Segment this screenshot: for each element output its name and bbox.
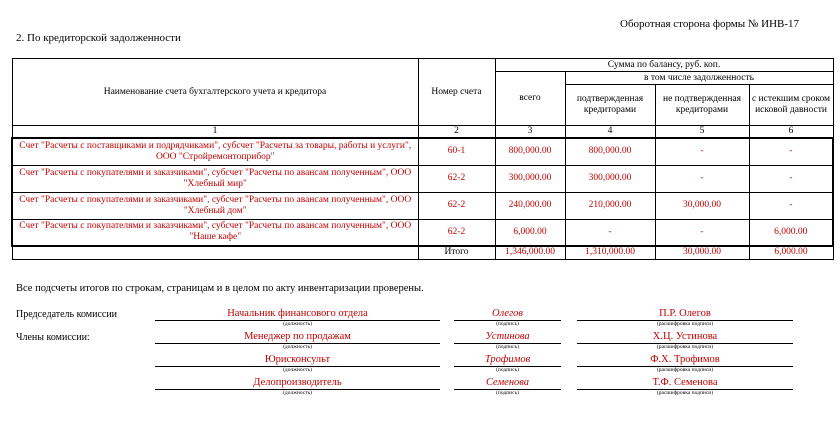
confirmed-amount: 210,000.00 (565, 192, 655, 219)
name-value: Т.Ф. Семенова (577, 377, 793, 390)
signature-caption: (подпись) (496, 344, 519, 350)
table-row (12, 138, 833, 165)
totals-confirmed: 1,310,000.00 (565, 246, 655, 259)
members-label: Члены комиссии: (16, 332, 90, 343)
signature-value: Олегов (454, 308, 561, 321)
total-amount: 300,000.00 (495, 165, 565, 192)
position-value: Менеджер по продажам (155, 331, 440, 344)
header-balance-sum: Сумма по балансу, руб. коп. (495, 59, 833, 72)
signature-field (454, 331, 561, 351)
creditor-name: Счет "Расчеты с покупателями и заказчиками", субсчет "Расчеты по авансам полученным", ООО "Хлебный дом" (12, 192, 418, 219)
expired-amount: - (749, 192, 833, 219)
signature-value: Семенова (454, 377, 561, 390)
name-value: Х.Ц. Устинова (577, 331, 793, 344)
total-amount: 6,000.00 (495, 219, 565, 246)
position-value: Начальник финансового отдела (155, 308, 440, 321)
position-field (155, 354, 440, 374)
unconfirmed-amount: - (655, 219, 749, 246)
header-confirmed: подтвержденная кредиторами (565, 85, 655, 126)
total-amount: 800,000.00 (495, 138, 565, 165)
position-caption: (должность) (283, 321, 312, 327)
creditor-name: Счет "Расчеты с покупателями и заказчиками", субсчет "Расчеты по авансам полученным", ООО "Наше кафе" (12, 219, 418, 246)
position-value: Юрисконсульт (155, 354, 440, 367)
creditor-debt-table (11, 58, 834, 260)
position-field (155, 377, 440, 397)
section-title: 2. По кредиторской задолженности (16, 32, 181, 44)
header-expired: с истекшим сроком исковой давности (749, 85, 833, 126)
name-caption: (расшифровка подписи) (656, 390, 714, 396)
account-number: 60-1 (418, 138, 495, 165)
column-number: 2 (418, 126, 495, 139)
account-number: 62-2 (418, 165, 495, 192)
header-account-name: Наименование счета бухгалтерского учета и кредитора (12, 59, 418, 126)
signature-caption: (подпись) (496, 367, 519, 373)
form-title: Оборотная сторона формы № ИНВ-17 (620, 18, 800, 30)
position-caption: (должность) (283, 367, 312, 373)
header-including-debt: в том числе задолженность (565, 72, 833, 85)
table-row (12, 165, 833, 192)
column-number: 1 (12, 126, 418, 139)
name-caption: (расшифровка подписи) (656, 367, 714, 373)
signature-caption: (подпись) (496, 321, 519, 327)
column-number: 5 (655, 126, 749, 139)
signature-field (454, 308, 561, 328)
confirmed-amount: - (565, 219, 655, 246)
position-field (155, 331, 440, 351)
position-caption: (должность) (283, 344, 312, 350)
verification-note: Все подсчеты итогов по строкам, страницам и в целом по акту инвентаризации проверены. (16, 283, 424, 294)
column-number: 3 (495, 126, 565, 139)
totals-label: Итого (418, 246, 495, 259)
chairman-label: Председатель комиссии (16, 309, 118, 320)
name-field (577, 377, 793, 397)
signature-value: Устинова (454, 331, 561, 344)
creditor-name: Счет "Расчеты с покупателями и заказчиками", субсчет "Расчеты по авансам полученным", ООО "Хлебный мир" (12, 165, 418, 192)
account-number: 62-2 (418, 219, 495, 246)
position-field (155, 308, 440, 328)
column-number: 6 (749, 126, 833, 139)
header-unconfirmed: не подтвержденная кредиторами (655, 85, 749, 126)
name-field (577, 308, 793, 328)
total-amount: 240,000.00 (495, 192, 565, 219)
unconfirmed-amount: 30,000.00 (655, 192, 749, 219)
expired-amount: 6,000.00 (749, 219, 833, 246)
table-row (12, 219, 833, 246)
totals-unconfirmed: 30,000.00 (655, 246, 749, 259)
column-number-row (12, 126, 833, 139)
name-value: П.Р. Олегов (577, 308, 793, 321)
name-caption: (расшифровка подписи) (656, 344, 714, 350)
signature-caption: (подпись) (496, 390, 519, 396)
unconfirmed-amount: - (655, 138, 749, 165)
totals-expired: 6,000.00 (749, 246, 833, 259)
signature-value: Трофимов (454, 354, 561, 367)
confirmed-amount: 800,000.00 (565, 138, 655, 165)
signature-field (454, 354, 561, 374)
unconfirmed-amount: - (655, 165, 749, 192)
table-row (12, 192, 833, 219)
expired-amount: - (749, 138, 833, 165)
creditor-name: Счет "Расчеты с поставщиками и подрядчиками", субсчет "Расчеты за товары, работы и услуги", ООО "Стройремонтоприбор" (12, 138, 418, 165)
confirmed-amount: 300,000.00 (565, 165, 655, 192)
account-number: 62-2 (418, 192, 495, 219)
name-field (577, 331, 793, 351)
name-value: Ф.Х. Трофимов (577, 354, 793, 367)
position-value: Делопроизводитель (155, 377, 440, 390)
header-account-number: Номер счета (418, 59, 495, 126)
column-number: 4 (565, 126, 655, 139)
signature-field (454, 377, 561, 397)
expired-amount: - (749, 165, 833, 192)
name-caption: (расшифровка подписи) (656, 321, 714, 327)
header-total: всего (495, 72, 565, 126)
position-caption: (должность) (283, 390, 312, 396)
totals-row (12, 246, 833, 259)
totals-total: 1,346,000.00 (495, 246, 565, 259)
name-field (577, 354, 793, 374)
